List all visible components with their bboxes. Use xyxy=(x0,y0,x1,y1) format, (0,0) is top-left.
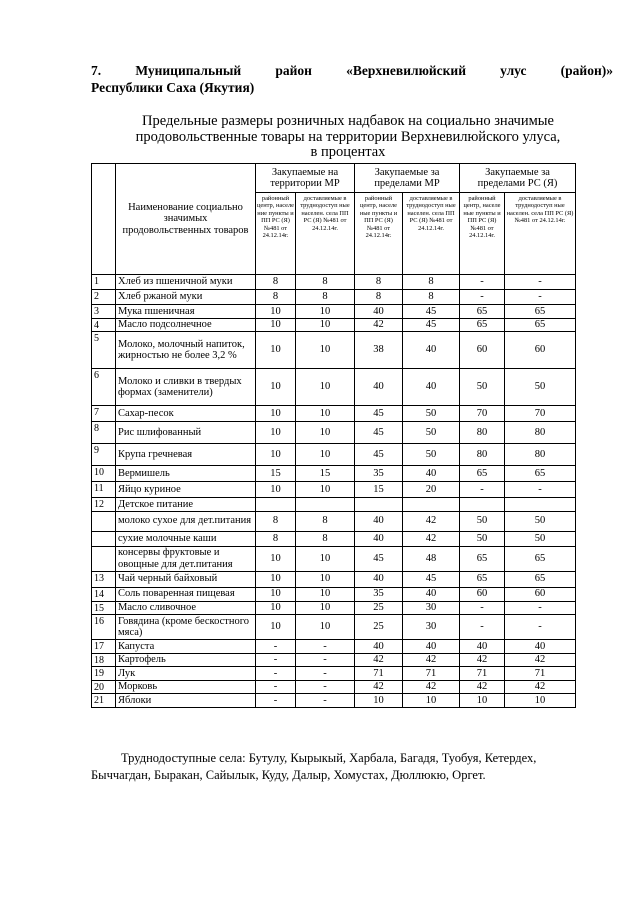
product-name: Рис шлифованный xyxy=(116,422,256,444)
markup-value: 40 xyxy=(505,640,576,654)
markup-value: 42 xyxy=(403,531,460,546)
subheader-remote-villages: доставляемые в труднодоступ ные населен. села ПП РС (Я) №481 от 24.12.14г. xyxy=(505,193,576,275)
markup-value: 60 xyxy=(460,332,505,369)
markup-value: 10 xyxy=(505,694,576,708)
product-name: Морковь xyxy=(116,680,256,694)
markup-value: 10 xyxy=(296,406,355,422)
subheader-district-center: районный центр, населе ные пункты и ПП РС (Я) №481 от 24.12.14г. xyxy=(460,193,505,275)
markup-value: 10 xyxy=(256,587,296,601)
header-group-outside-mr: Закупаемые за пределами МР xyxy=(355,164,460,193)
table-row xyxy=(92,466,576,482)
markup-value: 15 xyxy=(296,466,355,482)
product-name: Яйцо куриное xyxy=(116,482,256,498)
table-row xyxy=(92,667,576,681)
markup-value: 10 xyxy=(256,615,296,640)
product-name: Чай черный байховый xyxy=(116,571,256,587)
markup-value: - xyxy=(460,615,505,640)
table-row xyxy=(92,422,576,444)
markup-value: 35 xyxy=(355,587,403,601)
markup-value: 40 xyxy=(403,640,460,654)
table-row xyxy=(92,406,576,422)
markup-value: 8 xyxy=(403,275,460,290)
row-number xyxy=(92,531,116,546)
product-name: Хлеб ржаной муки xyxy=(116,290,256,305)
table-row xyxy=(92,332,576,369)
markup-value: - xyxy=(256,694,296,708)
markup-value: 8 xyxy=(296,531,355,546)
markup-value: 8 xyxy=(256,290,296,305)
product-name: Яблоки xyxy=(116,694,256,708)
markup-value: 10 xyxy=(256,601,296,615)
header-num-cell xyxy=(92,164,116,275)
markup-value: - xyxy=(505,275,576,290)
product-name: Мука пшеничная xyxy=(116,305,256,319)
markup-value: 10 xyxy=(256,318,296,332)
markup-value: 42 xyxy=(403,653,460,667)
markup-value: - xyxy=(505,615,576,640)
markup-value: - xyxy=(256,653,296,667)
markup-value: 65 xyxy=(505,305,576,319)
markup-value: 50 xyxy=(505,369,576,406)
table-row xyxy=(92,369,576,406)
markup-value: 50 xyxy=(403,422,460,444)
row-number: 3 xyxy=(92,305,116,319)
markup-value: 8 xyxy=(355,275,403,290)
markup-value: 45 xyxy=(355,546,403,571)
markup-value: 40 xyxy=(355,640,403,654)
row-number: 9 xyxy=(92,444,116,466)
markup-value: 10 xyxy=(296,587,355,601)
markup-value: 50 xyxy=(403,444,460,466)
row-number: 5 xyxy=(92,332,116,369)
markup-value: 71 xyxy=(505,667,576,681)
markup-value: 8 xyxy=(296,511,355,531)
markup-value: 40 xyxy=(403,587,460,601)
markup-value: 40 xyxy=(355,531,403,546)
markup-value: 60 xyxy=(505,332,576,369)
product-name: Детское питание xyxy=(116,498,256,512)
markup-value: 71 xyxy=(460,667,505,681)
product-name: Соль поваренная пищевая xyxy=(116,587,256,601)
markup-value: 40 xyxy=(460,640,505,654)
markup-value: 10 xyxy=(296,546,355,571)
row-number: 4 xyxy=(92,318,116,332)
markup-value: 8 xyxy=(296,290,355,305)
markup-value: - xyxy=(505,601,576,615)
markup-value: - xyxy=(296,694,355,708)
table-row xyxy=(92,694,576,708)
markup-value: 50 xyxy=(505,531,576,546)
markup-value: 45 xyxy=(403,571,460,587)
row-number: 19 xyxy=(92,667,116,681)
markup-value: 10 xyxy=(296,571,355,587)
table-caption-line1: Предельные размеры розничных надбавок на социально значимые xyxy=(142,113,554,129)
markup-value: 10 xyxy=(256,369,296,406)
markup-value: 10 xyxy=(355,694,403,708)
header-group-outside-rs: Закупаемые за пределами РС (Я) xyxy=(460,164,576,193)
row-number: 12 xyxy=(92,498,116,512)
markup-value: 60 xyxy=(460,587,505,601)
markup-table xyxy=(91,163,576,708)
markup-value: 42 xyxy=(505,653,576,667)
markup-value: 40 xyxy=(355,571,403,587)
markup-value: - xyxy=(460,290,505,305)
markup-value xyxy=(505,498,576,512)
row-number xyxy=(92,546,116,571)
row-number: 10 xyxy=(92,466,116,482)
subheader-district-center: районный центр, населе ние пункты и ПП РС (Я) №481 от 24.12.14г. xyxy=(256,193,296,275)
markup-value: 10 xyxy=(296,482,355,498)
table-row xyxy=(92,587,576,601)
markup-value: - xyxy=(256,667,296,681)
markup-value: 42 xyxy=(505,680,576,694)
table-row xyxy=(92,444,576,466)
markup-value: 70 xyxy=(460,406,505,422)
row-number: 2 xyxy=(92,290,116,305)
markup-value: 8 xyxy=(296,275,355,290)
row-number: 8 xyxy=(92,422,116,444)
markup-value: 10 xyxy=(460,694,505,708)
row-number: 20 xyxy=(92,680,116,694)
row-number: 18 xyxy=(92,653,116,667)
markup-value xyxy=(256,498,296,512)
markup-value: - xyxy=(505,290,576,305)
product-name: Лук xyxy=(116,667,256,681)
markup-value xyxy=(403,498,460,512)
row-number: 7 xyxy=(92,406,116,422)
markup-value: 71 xyxy=(355,667,403,681)
markup-value: 40 xyxy=(403,332,460,369)
markup-value: 10 xyxy=(296,422,355,444)
markup-value: 80 xyxy=(505,422,576,444)
markup-value: 80 xyxy=(460,444,505,466)
markup-value: 42 xyxy=(403,680,460,694)
markup-value: 65 xyxy=(460,318,505,332)
table-row xyxy=(92,546,576,571)
markup-value: - xyxy=(256,680,296,694)
markup-value: 10 xyxy=(296,369,355,406)
table-row xyxy=(92,318,576,332)
table-row xyxy=(92,305,576,319)
markup-value: 50 xyxy=(505,511,576,531)
markup-value: 45 xyxy=(403,318,460,332)
markup-value: 10 xyxy=(256,482,296,498)
section-heading xyxy=(91,62,613,96)
markup-value: 10 xyxy=(296,444,355,466)
table-row xyxy=(92,482,576,498)
markup-value: 45 xyxy=(403,305,460,319)
markup-value: 70 xyxy=(505,406,576,422)
table-caption-line2: продовольственные товары на территории Верхневилюйского улуса, xyxy=(135,128,561,145)
markup-value: 50 xyxy=(460,369,505,406)
markup-value: 10 xyxy=(296,318,355,332)
markup-value: 45 xyxy=(355,444,403,466)
section-heading-line2: Республики Саха (Якутия) xyxy=(91,80,255,95)
markup-value: - xyxy=(296,680,355,694)
markup-value: 38 xyxy=(355,332,403,369)
markup-value: 25 xyxy=(355,601,403,615)
markup-value: 50 xyxy=(460,531,505,546)
markup-value: 20 xyxy=(403,482,460,498)
markup-value: 30 xyxy=(403,601,460,615)
row-number: 17 xyxy=(92,640,116,654)
table-row xyxy=(92,275,576,290)
markup-value: 10 xyxy=(256,571,296,587)
markup-value: 65 xyxy=(505,466,576,482)
product-name: Молоко и сливки в твердых формах (заменители) xyxy=(116,369,256,406)
table-row xyxy=(92,511,576,531)
markup-value: 65 xyxy=(505,546,576,571)
markup-value: 10 xyxy=(403,694,460,708)
markup-value: 42 xyxy=(355,653,403,667)
subheader-remote-villages: доставляемые в труднодоступ ные населен. села ПП РС (Я) №481 от 24.12.14г. xyxy=(296,193,355,275)
markup-value: 42 xyxy=(460,653,505,667)
markup-value: 50 xyxy=(403,406,460,422)
row-number: 16 xyxy=(92,615,116,640)
product-name: Вермишель xyxy=(116,466,256,482)
markup-value: 8 xyxy=(256,275,296,290)
row-number: 15 xyxy=(92,601,116,615)
markup-value: 30 xyxy=(403,615,460,640)
table-row xyxy=(92,640,576,654)
markup-value: 40 xyxy=(403,369,460,406)
markup-value xyxy=(296,498,355,512)
product-name: Хлеб из пшеничной муки xyxy=(116,275,256,290)
markup-value: 42 xyxy=(403,511,460,531)
row-number: 6 xyxy=(92,369,116,406)
header-product-name: Наименование социально значимых продовольственных товаров xyxy=(116,164,256,275)
markup-value: 40 xyxy=(355,511,403,531)
markup-value: 15 xyxy=(355,482,403,498)
markup-value: 65 xyxy=(460,305,505,319)
product-name: Молоко, молочный напиток, жирностью не более 3,2 % xyxy=(116,332,256,369)
markup-value: 40 xyxy=(355,369,403,406)
table-caption-line3: в процентах xyxy=(310,144,386,160)
product-name: Картофель xyxy=(116,653,256,667)
markup-value: 42 xyxy=(460,680,505,694)
markup-value: 45 xyxy=(355,406,403,422)
markup-value: 45 xyxy=(355,422,403,444)
table-row xyxy=(92,531,576,546)
markup-value: 65 xyxy=(460,546,505,571)
markup-value xyxy=(355,498,403,512)
table-row xyxy=(92,601,576,615)
markup-value xyxy=(460,498,505,512)
markup-value: - xyxy=(460,275,505,290)
product-name: молоко сухое для дет.питания xyxy=(116,511,256,531)
row-number: 1 xyxy=(92,275,116,290)
product-name: Крупа гречневая xyxy=(116,444,256,466)
row-number: 14 xyxy=(92,587,116,601)
markup-value: 42 xyxy=(355,680,403,694)
markup-value: 8 xyxy=(355,290,403,305)
markup-value: - xyxy=(296,640,355,654)
markup-value: 8 xyxy=(403,290,460,305)
product-name: Масло сливочное xyxy=(116,601,256,615)
product-name: сухие молочные каши xyxy=(116,531,256,546)
markup-value: 10 xyxy=(296,615,355,640)
product-name: Сахар-песок xyxy=(116,406,256,422)
product-name: Масло подсолнечное xyxy=(116,318,256,332)
table-row xyxy=(92,290,576,305)
table-row xyxy=(92,653,576,667)
markup-value: 48 xyxy=(403,546,460,571)
product-name: Говядина (кроме бескостного мяса) xyxy=(116,615,256,640)
markup-value: 65 xyxy=(460,571,505,587)
markup-value: 8 xyxy=(256,511,296,531)
product-name: Капуста xyxy=(116,640,256,654)
row-number: 21 xyxy=(92,694,116,708)
table-row xyxy=(92,680,576,694)
markup-value: - xyxy=(256,640,296,654)
markup-value: 10 xyxy=(256,444,296,466)
product-name: консервы фруктовые и овощные для дет.питания xyxy=(116,546,256,571)
markup-value: 10 xyxy=(256,422,296,444)
markup-value: 10 xyxy=(256,332,296,369)
markup-value: 40 xyxy=(355,305,403,319)
markup-value: 80 xyxy=(460,422,505,444)
markup-value: 10 xyxy=(296,601,355,615)
markup-value: - xyxy=(296,653,355,667)
table-row xyxy=(92,571,576,587)
markup-value: - xyxy=(296,667,355,681)
markup-value: - xyxy=(460,601,505,615)
markup-value: 42 xyxy=(355,318,403,332)
table-caption xyxy=(118,114,578,161)
remote-villages-note: Труднодоступные села: Бутулу, Кырыкый, Харбала, Багадя, Туобуя, Кетердех, Быччагдан, Быракан, Сайылык, Куду, Далыр, Хомустах, Дюллюкю, Оргет. xyxy=(91,751,537,782)
markup-value: 10 xyxy=(296,305,355,319)
markup-value: 80 xyxy=(505,444,576,466)
table-row xyxy=(92,498,576,512)
markup-value: 10 xyxy=(256,406,296,422)
markup-value: - xyxy=(460,482,505,498)
markup-value: 50 xyxy=(460,511,505,531)
markup-value: 8 xyxy=(256,531,296,546)
table-row xyxy=(92,615,576,640)
markup-value: 10 xyxy=(296,332,355,369)
markup-value: 65 xyxy=(505,571,576,587)
section-heading-line1: 7. Муниципальный район «Верхневилюйский улус (район)» xyxy=(91,63,613,78)
markup-value: - xyxy=(505,482,576,498)
row-number xyxy=(92,511,116,531)
markup-value: 40 xyxy=(403,466,460,482)
markup-value: 15 xyxy=(256,466,296,482)
subheader-district-center: районный центр, населе ные пункты и ПП РС (Я) №481 от 24.12.14г. xyxy=(355,193,403,275)
subheader-remote-villages: доставляемые в труднодоступ ные населен. села ПП РС (Я) №481 от 24.12.14г. xyxy=(403,193,460,275)
markup-value: 71 xyxy=(403,667,460,681)
markup-value: 65 xyxy=(460,466,505,482)
markup-value: 60 xyxy=(505,587,576,601)
markup-value: 10 xyxy=(256,546,296,571)
markup-value: 25 xyxy=(355,615,403,640)
markup-value: 65 xyxy=(505,318,576,332)
header-group-within-mr: Закупаемые на территории МР xyxy=(256,164,355,193)
markup-value: 35 xyxy=(355,466,403,482)
row-number: 13 xyxy=(92,571,116,587)
row-number: 11 xyxy=(92,482,116,498)
markup-value: 10 xyxy=(256,305,296,319)
